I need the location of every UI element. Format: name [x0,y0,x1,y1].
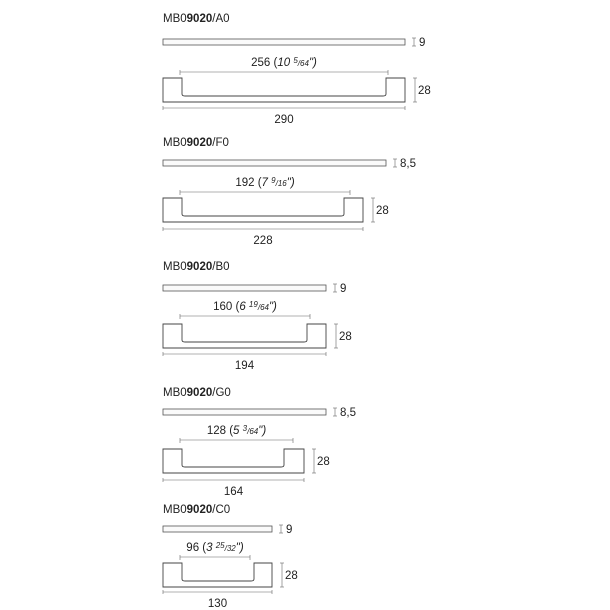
front-view-profile [163,449,304,473]
thickness-value: 9 [340,283,347,295]
product-code-prefix: MB0 [163,504,187,516]
hole-spacing-close: ") [308,57,317,69]
hole-spacing-mm: 160 ( [213,301,240,313]
hole-spacing-mm: 96 ( [186,542,207,554]
length-value: 164 [223,486,244,498]
hole-spacing-inch-denominator: 32 [226,544,236,553]
hole-spacing-inch-denominator: 64 [260,303,269,312]
hole-spacing-label [186,541,244,554]
product-code-prefix: MB0 [163,261,187,273]
length-value: 290 [274,114,294,126]
product-code-model: 9020 [186,387,213,399]
thickness-value: 9 [419,37,426,49]
product-code [163,261,230,273]
hole-spacing-inch-slash: / [275,179,278,188]
hole-spacing-inch-whole: 3 [206,542,216,554]
top-view-bar [163,409,326,415]
hole-spacing-close: ") [235,542,244,554]
hole-spacing-inch-whole: 5 [233,425,243,437]
hole-spacing-inch-numerator: 9 [271,176,276,185]
hole-spacing-inch-denominator: 64 [300,59,309,68]
hole-spacing-label [251,56,317,69]
front-view-profile [163,563,272,587]
product-code [163,137,229,149]
product-code-finish: /F0 [212,137,229,149]
handle-drawing [163,261,352,372]
hole-spacing-mm: 128 ( [206,425,234,437]
length-value: 194 [234,360,255,372]
hole-spacing-inch-denominator: 16 [277,179,287,188]
front-view-profile [163,78,405,102]
product-code-finish: /G0 [212,387,231,399]
product-code-prefix: MB0 [163,13,187,25]
hole-spacing-label [207,424,266,437]
product-code [163,387,231,399]
hole-spacing-close: ") [286,177,295,189]
hole-spacing-inch-slash: / [257,303,261,312]
hole-spacing-inch-numerator: 25 [215,541,225,550]
product-code [163,504,230,516]
height-value: 28 [339,331,352,343]
hole-spacing-inch-whole: 10 [277,57,294,69]
hole-spacing-close: ") [258,425,267,437]
product-code-finish: /A0 [212,13,230,25]
handle-drawing [163,137,416,247]
hole-spacing-inch-slash: / [247,427,250,436]
hole-spacing-inch-whole: 6 [239,301,249,313]
product-code-model: 9020 [186,504,213,516]
product-code-finish: /C0 [212,504,231,516]
product-code-model: 9020 [186,13,213,25]
top-view-bar [163,526,272,532]
length-value: 130 [207,598,228,610]
height-value: 28 [418,85,431,97]
handle-drawing [163,504,298,610]
top-view-bar [163,39,405,45]
height-value: 28 [285,570,298,582]
hole-spacing-label [235,176,294,189]
handle-drawing [163,13,431,126]
product-code-model: 9020 [186,137,213,149]
hole-spacing-inch-numerator: 3 [242,424,248,433]
hole-spacing-inch-denominator: 64 [249,427,259,436]
hole-spacing-inch-numerator: 5 [293,56,298,65]
hole-spacing-inch-slash: / [297,59,301,68]
length-value: 228 [253,235,273,247]
product-code-prefix: MB0 [163,387,187,399]
hole-spacing-mm: 192 ( [235,177,262,189]
front-view-profile [163,324,326,348]
hole-spacing-inch-whole: 7 [261,177,272,189]
front-view-profile [163,198,363,222]
hole-spacing-mm: 256 ( [251,57,278,69]
thickness-value: 8,5 [340,407,356,419]
top-view-bar [163,160,386,166]
thickness-value: 9 [286,524,293,536]
handle-drawing [163,387,356,498]
thickness-value: 8,5 [400,158,416,170]
product-code-model: 9020 [186,261,213,273]
hole-spacing-inch-slash: / [224,544,227,553]
hole-spacing-inch-numerator: 19 [248,300,258,309]
height-value: 28 [376,205,389,217]
product-code-prefix: MB0 [163,137,187,149]
hole-spacing-label [213,300,277,313]
height-value: 28 [317,456,330,468]
hole-spacing-close: ") [268,301,277,313]
top-view-bar [163,285,326,291]
product-code [163,13,230,25]
product-code-finish: /B0 [212,261,230,273]
